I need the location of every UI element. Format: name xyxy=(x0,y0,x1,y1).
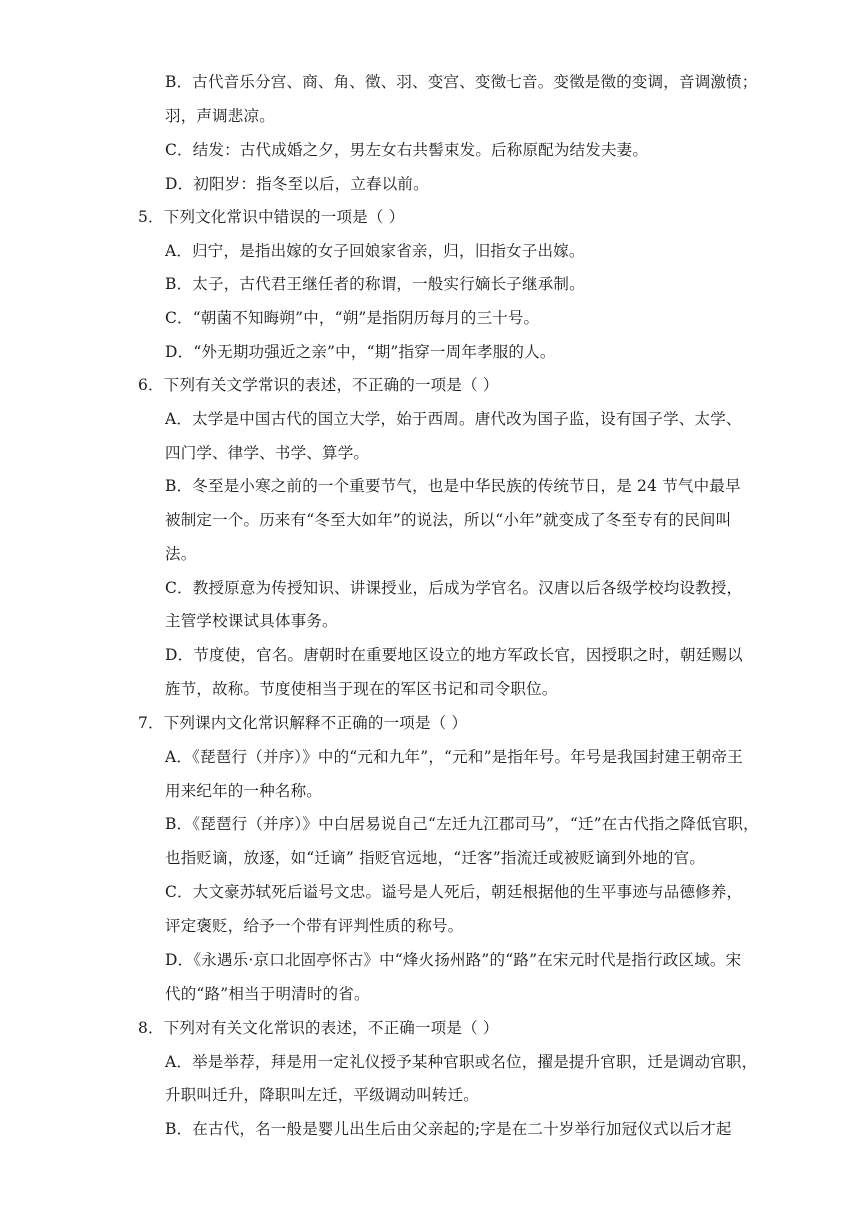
option-continuation: 旌节，故称。节度使相当于现在的军区书记和司令职位。 xyxy=(165,680,558,698)
answer-option: A．太学是中国古代的国立大学，始于西周。唐代改为国子监，设有国子学、太学、 xyxy=(165,410,742,428)
option-continuation: 用来纪年的一种名称。 xyxy=(165,782,323,800)
answer-option: B．《琵琶行（并序）》中白居易说自己“左迁九江郡司马”，“迁”在古代指之降低官职， xyxy=(165,815,759,833)
question-stem: 6．下列有关文学常识的表述，不正确的一项是（ ） xyxy=(138,376,499,394)
option-continuation: 法。 xyxy=(165,545,197,563)
answer-option: B．太子，古代君王继任者的称谓，一般实行嫡长子继承制。 xyxy=(165,275,585,293)
question-stem: 5．下列文化常识中错误的一项是（ ） xyxy=(138,208,405,226)
answer-option: A．举是举荐，拜是用一定礼仪授予某种官职或名位，擢是提升官职，迁是调动官职， xyxy=(165,1053,758,1071)
question-stem: 7．下列课内文化常识解释不正确的一项是（ ） xyxy=(138,714,468,732)
answer-option: A．《琵琶行（并序）》中的“元和九年”，“元和”是指年号。年号是我国封建王朝帝王 xyxy=(165,748,743,766)
answer-option: C．教授原意为传授知识、讲课授业，后成为学官名。汉唐以后各级学校均设教授， xyxy=(165,579,743,597)
answer-option: D．初阳岁：指冬至以后，立春以前。 xyxy=(165,175,429,193)
option-continuation: 羽，声调悲凉。 xyxy=(165,107,275,125)
answer-option: B．古代音乐分宫、商、角、徵、羽、变宫、变徵七音。变徵是徵的变调，音调激愤； xyxy=(165,73,758,91)
answer-option: C．结发：古代成婚之夕，男左女右共髻束发。后称原配为结发夫妻。 xyxy=(165,141,649,159)
option-continuation: 评定褒贬，给予一个带有评判性质的称号。 xyxy=(165,917,464,935)
answer-option: D．“外无期功强近之亲”中，“期”指穿一周年孝服的人。 xyxy=(165,343,556,361)
option-continuation: 被制定一个。历来有“冬至大如年”的说法，所以“小年”就变成了冬至专有的民间叫 xyxy=(165,511,732,529)
answer-option: D．节度使，官名。唐朝时在重要地区设立的地方军政长官，因授职之时，朝廷赐以 xyxy=(165,646,743,664)
answer-option: B．冬至是小寒之前的一个重要节气，也是中华民族的传统节日，是 24 节气中最早 xyxy=(165,477,741,495)
option-continuation: 也指贬谪，放逐，如“迁谪” 指贬官远地，“迁客”指流迁或被贬谪到外地的官。 xyxy=(165,849,706,867)
answer-option: B．在古代，名一般是婴儿出生后由父亲起的;字是在二十岁举行加冠仪式以后才起 xyxy=(165,1120,732,1138)
answer-option: C．大文豪苏轼死后谥号文忠。谥号是人死后，朝廷根据他的生平事迹与品德修养， xyxy=(165,883,743,901)
option-continuation: 升职叫迁升，降职叫左迁，平级调动叫转迁。 xyxy=(165,1086,480,1104)
option-continuation: 主管学校课试具体事务。 xyxy=(165,612,338,630)
option-continuation: 四门学、律学、书学、算学。 xyxy=(165,444,370,462)
question-stem: 8．下列对有关文化常识的表述，不正确一项是（ ） xyxy=(138,1019,499,1037)
answer-option: C．“朝菌不知晦朔”中，“朔”是指阴历每月的三十号。 xyxy=(165,309,540,327)
answer-option: A．归宁，是指出嫁的女子回娘家省亲，归，旧指女子出嫁。 xyxy=(165,242,585,260)
answer-option: D．《永遇乐·京口北固亭怀古》中“烽火扬州路”的“路”在宋元时代是指行政区域。宋 xyxy=(165,951,742,969)
option-continuation: 代的“路”相当于明清时的省。 xyxy=(165,985,370,1003)
